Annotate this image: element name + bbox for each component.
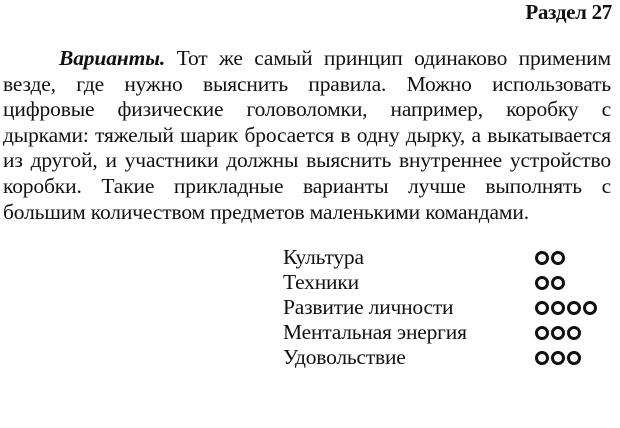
rating-dot-icon [535,326,549,340]
variants-text: Тот же самый принцип одинаково применим везде, где нужно выяснить правила. Можно использовать цифровые физические головоломки, например, коробку с дырками: тяжелый шарик бросается в одну дырку, а выкатывается из другой, и участники должны выяснить внутреннее устройство коробки. Такие прикладные варианты лучше выполнять с большим количеством предметов маленькими командами. [3,46,611,224]
rating-dot-icon [551,251,565,265]
rating-label: Развитие личности [283,295,454,319]
rating-dot-icon [567,351,581,365]
rating-icons [535,251,565,265]
rating-row [283,295,613,320]
rating-label: Техники [283,270,359,294]
rating-dot-icon [535,351,549,365]
rating-dot-icon [535,251,549,265]
rating-label: Удовольствие [283,345,406,369]
rating-row [283,270,613,295]
rating-icons [535,301,597,315]
rating-icons [535,276,565,290]
rating-dot-icon [567,301,581,315]
rating-dot-icon [551,301,565,315]
ratings-table [283,245,613,370]
rating-dot-icon [551,351,565,365]
rating-dot-icon [535,301,549,315]
rating-dot-icon [551,276,565,290]
rating-label: Ментальная энергия [283,320,467,344]
rating-icons [535,326,581,340]
rating-label: Культура [283,245,364,269]
section-header: Раздел 27 [525,0,612,24]
rating-row [283,320,613,345]
rating-dot-icon [551,326,565,340]
variants-paragraph [3,46,611,225]
rating-dot-icon [583,301,597,315]
rating-icons [535,351,581,365]
rating-dot-icon [535,276,549,290]
variants-lead: Варианты. [59,46,166,70]
rating-row [283,245,613,270]
rating-row [283,345,613,370]
rating-dot-icon [567,326,581,340]
